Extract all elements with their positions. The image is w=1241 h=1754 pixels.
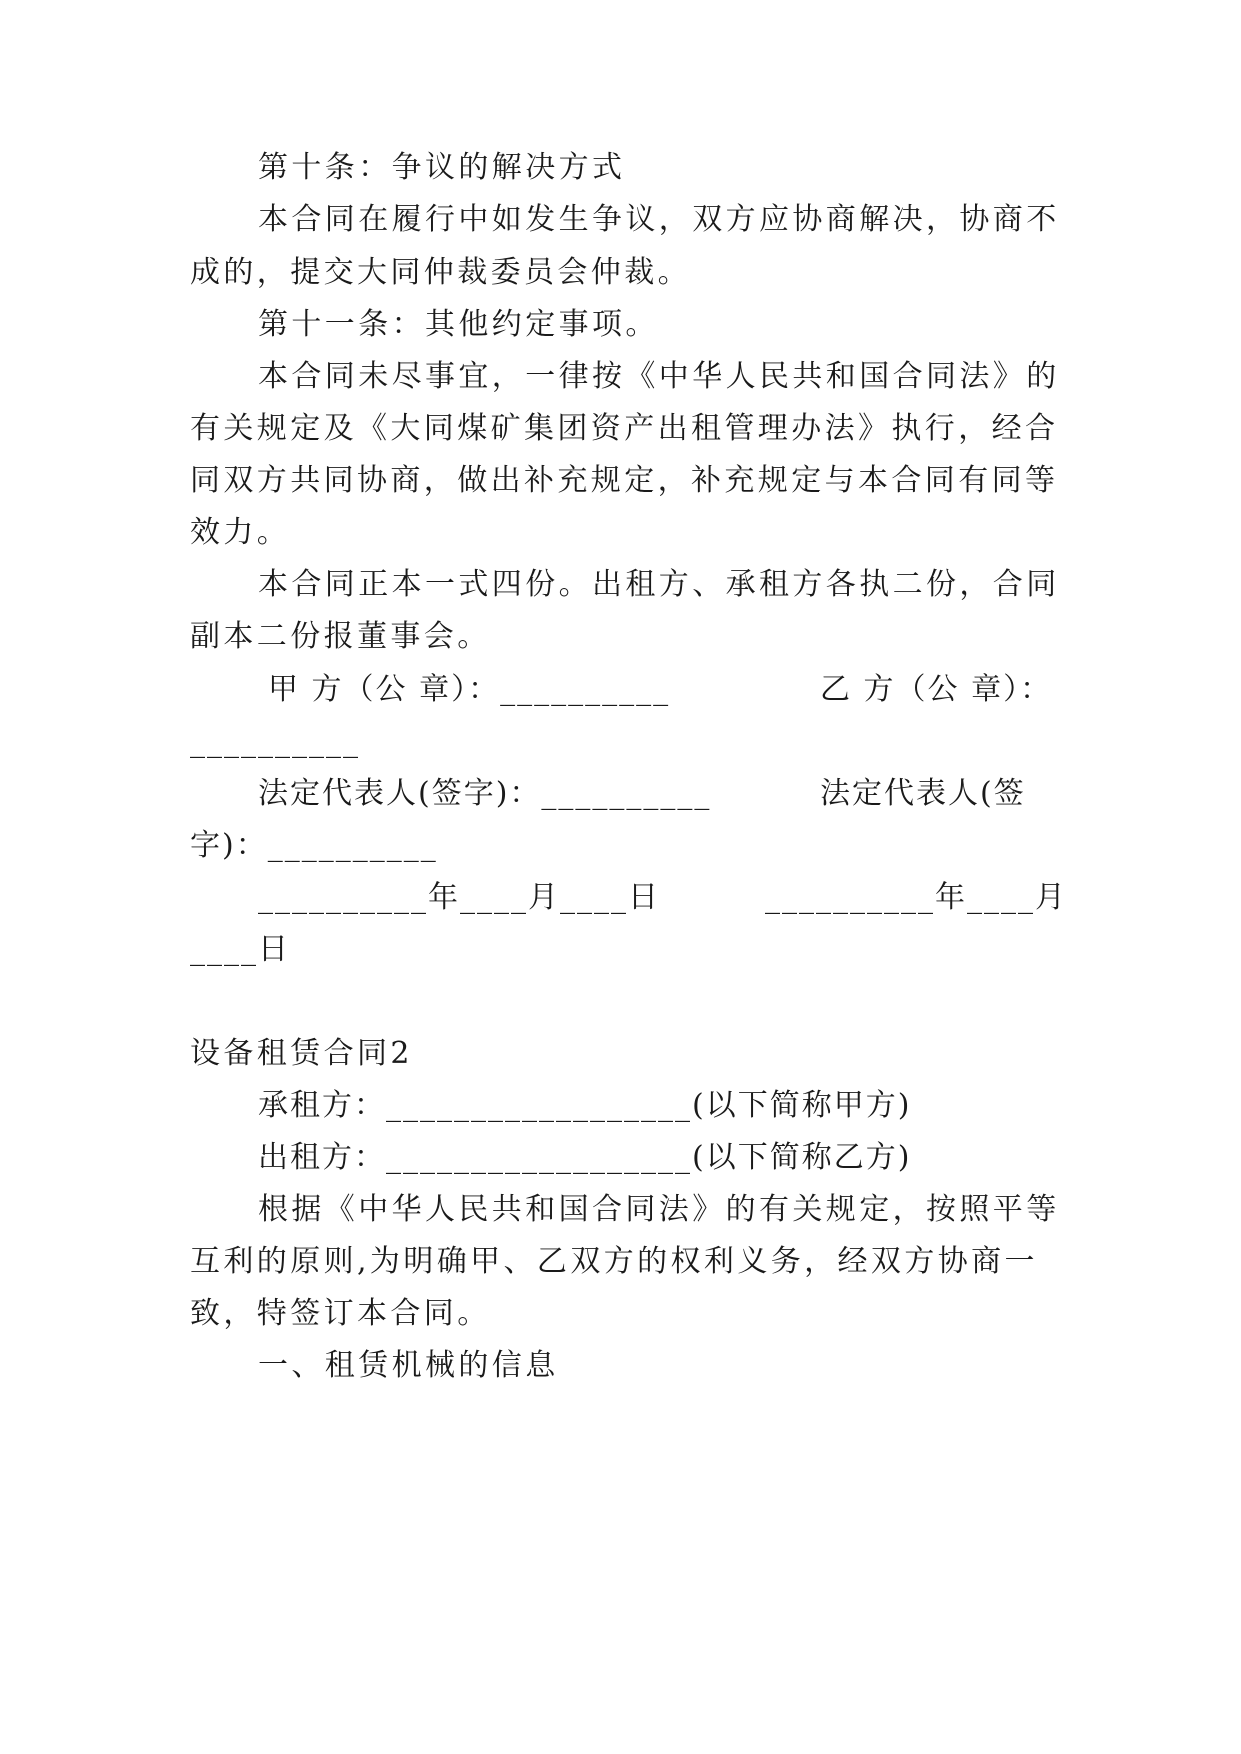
- lessor-line: 出租方：__________________(以下简称乙方): [258, 1140, 912, 1175]
- article-11-paragraph-line: 同双方共同协商，做出补充规定，补充规定与本合同有同等: [190, 463, 1059, 498]
- article-11-heading: 第十一条：其他约定事项。: [258, 307, 659, 342]
- article-11-paragraph-line: 效力。: [190, 515, 291, 550]
- article-10-heading: 第十条：争议的解决方式: [258, 150, 626, 185]
- article-11-paragraph-line: 有关规定及《大同煤矿集团资产出租管理办法》执行，经合: [190, 411, 1059, 446]
- lessee-line: 承租方：__________________(以下简称甲方): [258, 1088, 912, 1123]
- contract-2-title: 设备租赁合同2: [190, 1036, 413, 1071]
- party-a-seal: 甲 方（公 章）：__________: [268, 672, 671, 707]
- party-b-seal: 乙 方（公 章）：: [820, 672, 1053, 707]
- section-1-heading: 一、租赁机械的信息: [258, 1348, 559, 1383]
- party-a-date: __________年____月____日: [258, 880, 660, 915]
- party-b-representative-cont: 字)：__________: [190, 828, 438, 863]
- party-b-date: __________年____月: [765, 880, 1067, 915]
- article-10-body-line: 本合同在履行中如发生争议，双方应协商解决，协商不: [258, 202, 1060, 237]
- party-a-representative: 法定代表人(签字)：__________: [258, 776, 712, 811]
- article-11-paragraph-line: 本合同未尽事宜，一律按《中华人民共和国合同法》的: [258, 359, 1060, 394]
- party-b-representative: 法定代表人(签: [820, 776, 1026, 811]
- party-b-date-cont: ____日: [190, 932, 290, 967]
- article-11-copies-line: 本合同正本一式四份。出租方、承租方各执二份，合同: [258, 567, 1060, 602]
- article-11-copies-line: 副本二份报董事会。: [190, 619, 491, 654]
- article-10-body-line: 成的，提交大同仲裁委员会仲裁。: [190, 255, 691, 290]
- intro-paragraph-line: 根据《中华人民共和国合同法》的有关规定，按照平等: [258, 1192, 1060, 1227]
- intro-paragraph-line: 互利的原则,为明确甲、乙双方的权利义务，经双方协商一: [190, 1244, 1038, 1279]
- intro-paragraph-line: 致，特签订本合同。: [190, 1296, 491, 1331]
- party-b-seal-blank: __________: [190, 724, 360, 759]
